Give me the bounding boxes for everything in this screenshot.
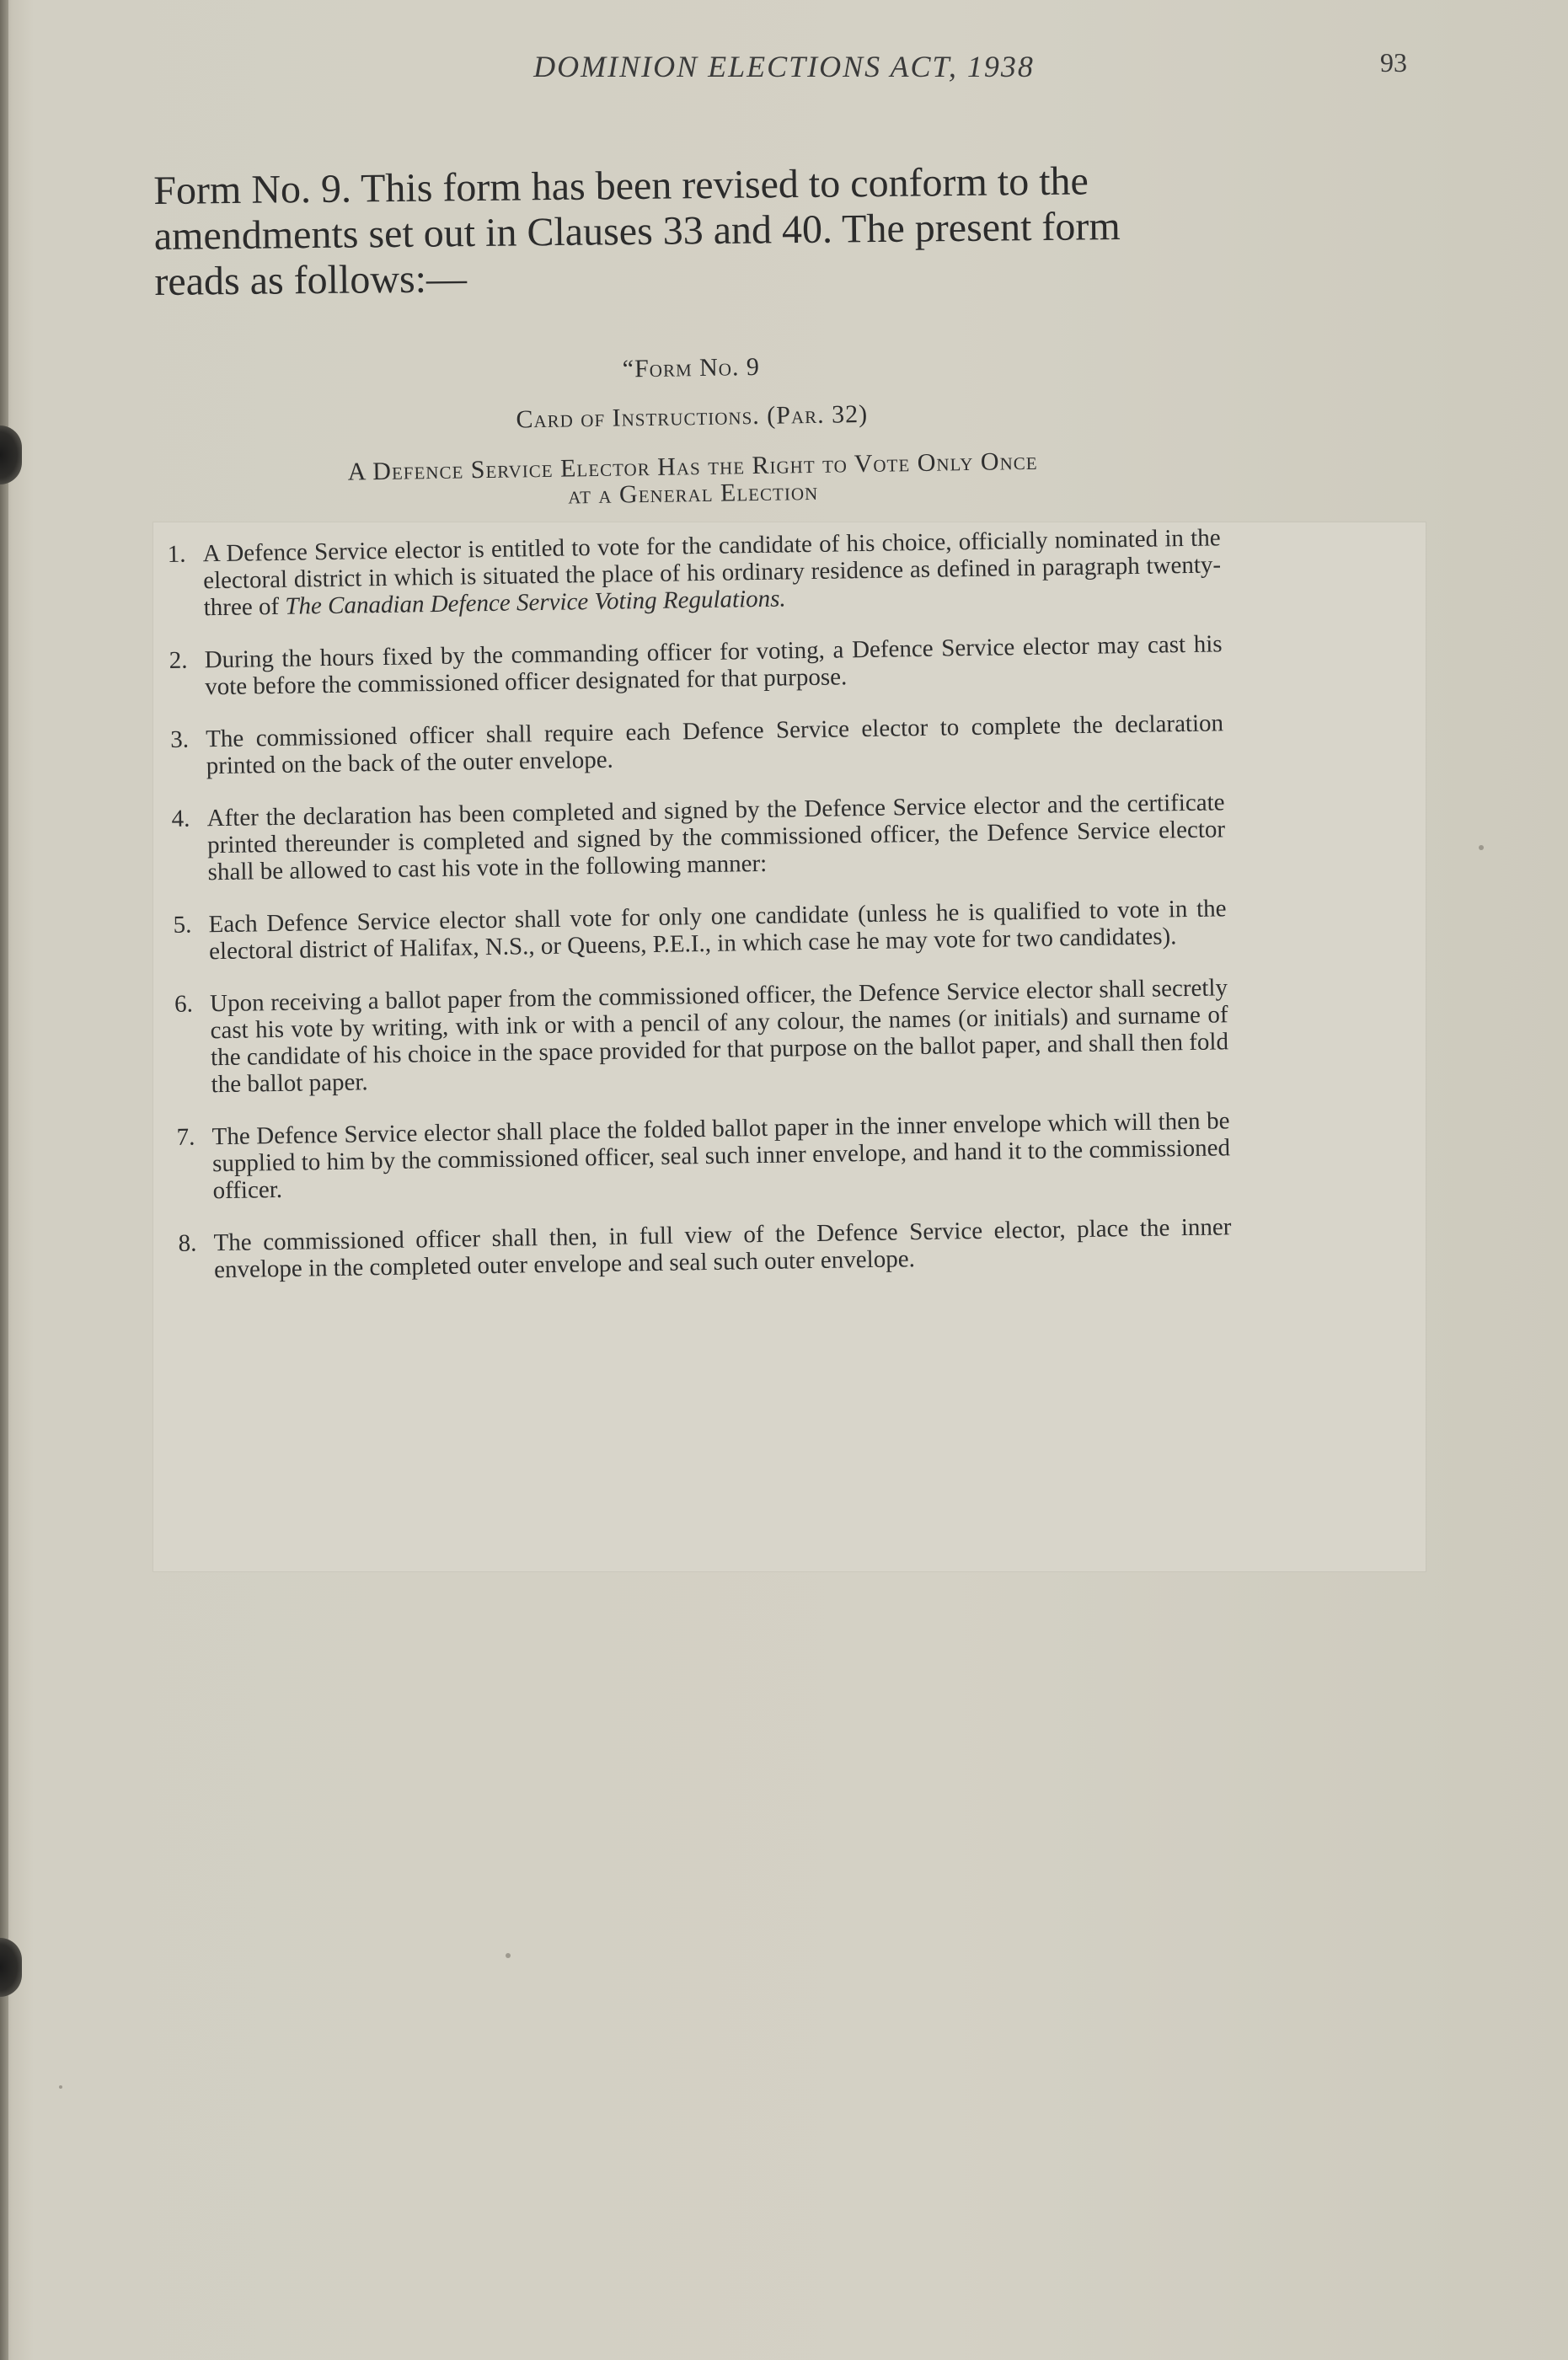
item-number: 4. — [171, 805, 190, 832]
instruction-item — [169, 630, 1223, 701]
intro-paragraph: Form No. 9. This form has been revised to conform to the amendments set out in Clauses 33 and 40. The present form reads as follows:— — [153, 158, 1121, 304]
instruction-item — [173, 895, 1227, 966]
instruction-list — [167, 524, 1232, 1284]
instruction-item — [170, 709, 1224, 780]
item-text: The commissioned officer shall then, in full view of the Defence Service elector, place the inner envelope in the completed outer envelope and seal such outer envelope. — [213, 1213, 1232, 1284]
item-italic-reference: The Canadian Defence Service Voting Regulations. — [285, 585, 786, 620]
item-number: 5. — [173, 911, 192, 939]
item-text: Each Defence Service elector shall vote for only one candidate (unless he is qualified to vote in the electoral district of Halifax, N.S., or Queens, P.E.I., in which case he may vote for two candidates). — [208, 895, 1227, 966]
card-title: Card of Instructions. (Par. 32) — [516, 399, 869, 434]
item-number: 8. — [178, 1229, 197, 1257]
running-title: DOMINION ELECTIONS ACT, 1938 — [533, 50, 1035, 83]
item-text: The Defence Service elector shall place the folded ballot paper in the inner envelope which will then be supplied to him by the commissioned officer, seal such inner envelope, and hand it to the commissioned officer. — [211, 1107, 1231, 1205]
item-number: 6. — [174, 990, 194, 1018]
item-number: 1. — [167, 540, 186, 568]
item-number: 2. — [169, 646, 188, 674]
item-text: During the hours fixed by the commanding officer for voting, a Defence Service elector may cast his vote before the commissioned officer designated for that purpose. — [204, 630, 1223, 701]
item-number: 7. — [176, 1123, 195, 1151]
form-title: “Form No. 9 — [622, 352, 761, 383]
paper-speck — [59, 2085, 62, 2089]
instruction-item — [167, 524, 1221, 622]
form-heading — [166, 445, 1220, 516]
heading-line-2: at a General Election — [567, 477, 819, 510]
page-number: 93 — [1380, 47, 1407, 78]
instruction-item — [176, 1107, 1230, 1205]
item-text: A Defence Service elector is entitled to vote for the candidate of his choice, officially nominated in the electoral district in which is situated the place of his ordinary residence as defined in paragraph twenty-three of The Canadian Defence Service Voting Regulations. — [202, 524, 1222, 622]
binding-hole-lower — [0, 1938, 22, 1997]
heading-line-1: A Defence Service Elector Has the Right to Vote Only Once — [347, 447, 1038, 486]
item-text: Upon receiving a ballot paper from the commissioned officer, the Defence Service elector shall secretly cast his vote by writing, with ink or with a pencil of any colour, the names (or initials) and surname of the candidate of his choice in the space provided for that purpose on the ballot paper, and shall then fold the ballot paper. — [209, 974, 1229, 1099]
item-text: After the declaration has been completed and signed by the Defence Service elector and the certificate printed thereunder is completed and signed by the commissioned officer, the Defence Service elector shall be allowed to cast his vote in the following manner: — [206, 789, 1226, 886]
item-number: 3. — [169, 725, 190, 753]
form-no-9 — [164, 337, 1233, 1308]
paper-speck — [1479, 845, 1484, 850]
item-text: The commissioned officer shall require each Defence Service elector to complete the declaration printed on the back of the outer envelope. — [205, 709, 1224, 780]
binding-edge — [0, 0, 8, 2360]
instruction-item — [174, 974, 1229, 1099]
instruction-item — [171, 789, 1225, 886]
instruction-item — [178, 1213, 1232, 1284]
binding-hole-upper — [0, 425, 22, 484]
paper-speck — [506, 1953, 511, 1958]
